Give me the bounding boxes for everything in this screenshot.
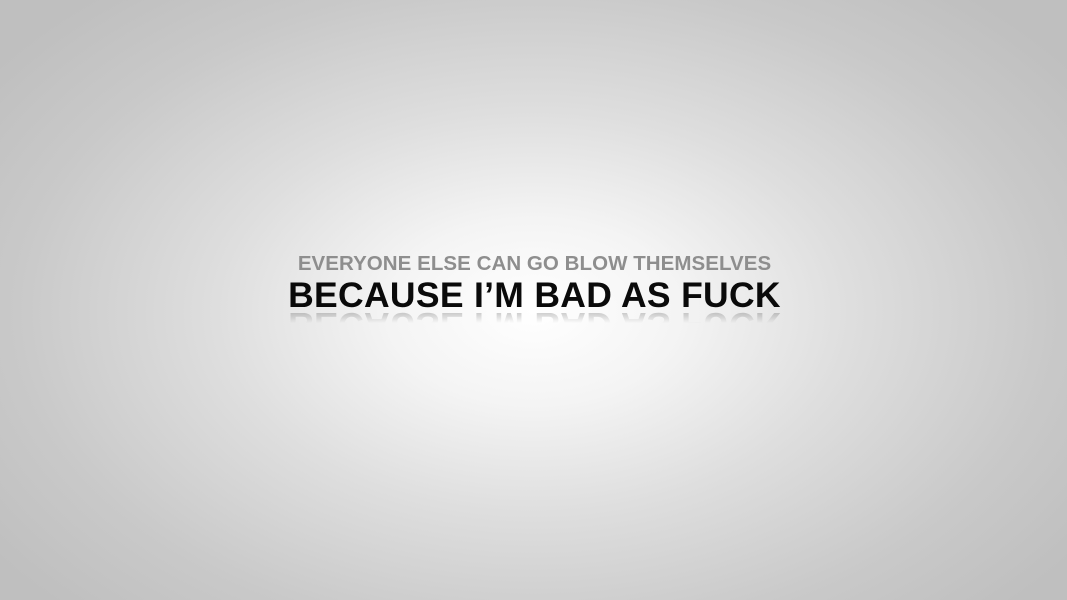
quote-line-primary-wrap <box>0 275 1067 315</box>
wallpaper-quote <box>0 253 1067 315</box>
quote-line-secondary: EVERYONE ELSE CAN GO BLOW THEMSELVES <box>297 252 772 275</box>
quote-line-primary: BECAUSE I’M BAD AS FUCK <box>288 275 781 315</box>
